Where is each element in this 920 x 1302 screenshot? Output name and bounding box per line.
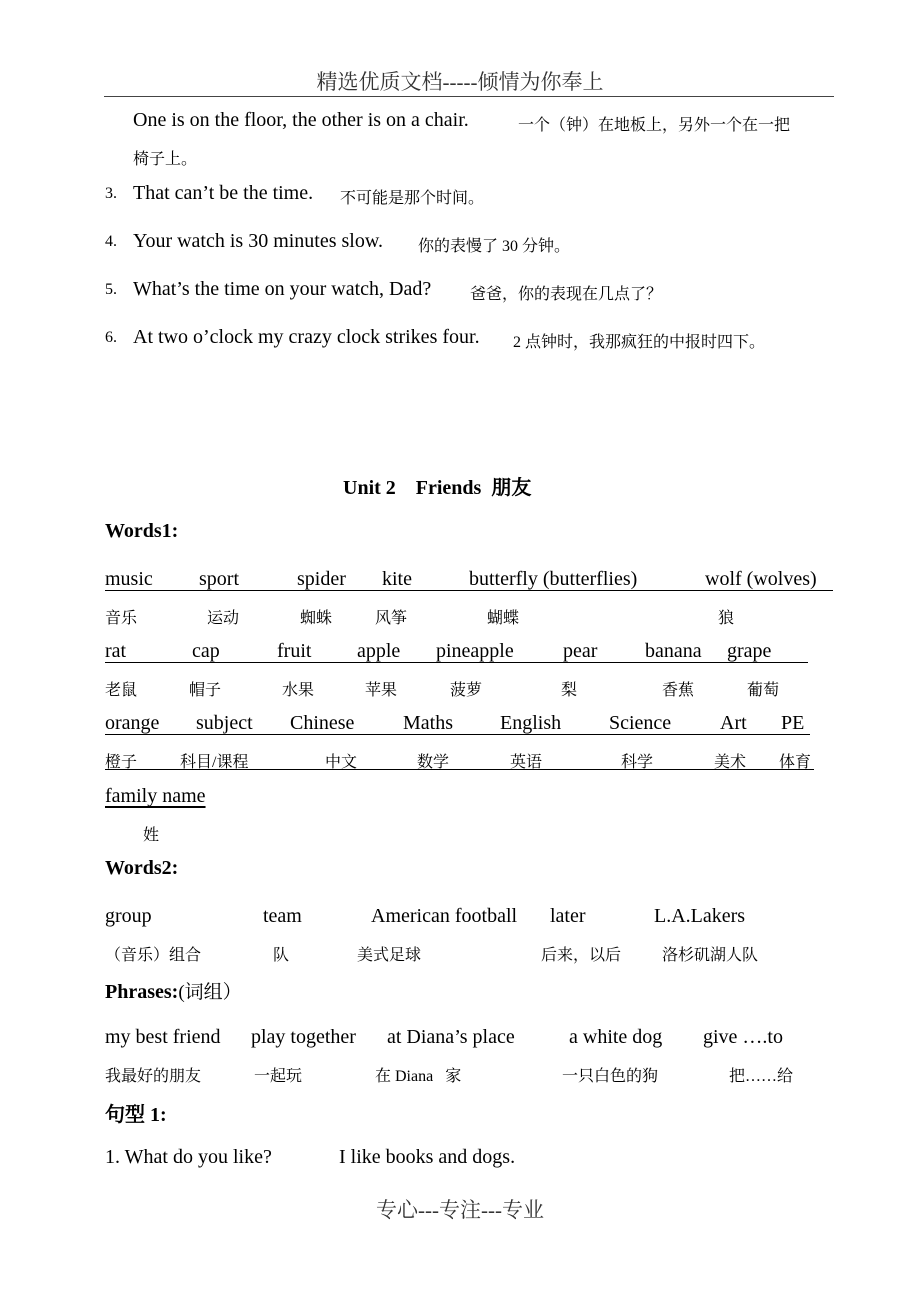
word-en: L.A.Lakers [654,905,746,927]
word-cn: 蝴蝶 [487,610,520,627]
unit-title: Unit 2 Friends 朋友 [343,477,532,499]
sentence-2-cn: 一个（钟）在地板上，另外一个在一把 [518,117,791,134]
sentence-en: Your watch is 30 minutes slow. [133,230,384,252]
word-cn: 数学 [417,754,450,771]
word-cn: 美式足球 [357,947,422,964]
word-cn: 水果 [282,682,315,699]
word-en: pear [563,640,598,662]
sentence-cn: 2 点钟时，我那疯狂的中报时四下。 [513,334,766,351]
word-cn: 运动 [207,610,240,627]
row-underline [105,662,808,663]
page-footer: 专心---专注---专业 [376,1198,544,1222]
word-cn: 队 [273,947,290,964]
word-en: pineapple [436,640,514,662]
word-cn: 科目/课程 [180,754,249,771]
phrase-en: at Diana’s place [387,1026,515,1048]
phrase-cn: 我最好的朋友 [105,1068,202,1085]
word-cn: 中文 [325,754,358,771]
header-rule [104,96,834,97]
word-cn: 苹果 [365,682,398,699]
word-cn: 香蕉 [662,682,695,699]
phrase-en: give ….to [703,1026,783,1048]
word-cn: 体育 [779,754,812,771]
sentence-number: 5. [105,281,117,298]
word-en: orange [105,712,160,734]
phrase-cn: 一起玩 [254,1068,303,1085]
word-cn: 洛杉矶湖人队 [662,947,759,964]
word-en: spider [297,568,346,590]
word-en: sport [199,568,239,590]
word-en: PE [781,712,805,734]
sentence-number: 3. [105,185,117,202]
word-en: Chinese [290,712,355,734]
word-en: kite [382,568,412,590]
word-en: butterfly (butterflies) [469,568,638,590]
sentence-en: What’s the time on your watch, Dad? [133,278,432,300]
word-cn: 姓 [143,827,160,844]
word-en: music [105,568,153,590]
word-cn: 科学 [621,754,654,771]
words1-label: Words1: [105,520,179,542]
word-cn: 后来，以后 [541,947,622,964]
sentence-2-cn-cont: 椅子上。 [133,151,198,168]
pattern-question: 1. What do you like? [105,1146,272,1168]
words2-label: Words2: [105,857,179,879]
word-cn: 帽子 [189,682,222,699]
word-en: Science [609,712,672,734]
sentence-cn: 爸爸，你的表现在几点了？ [470,286,663,303]
page-header: 精选优质文档-----倾情为你奉上 [316,70,604,94]
word-en: banana [645,640,702,662]
word-cn: 蜘蛛 [300,610,333,627]
sentence-2-en: One is on the floor, the other is on a chair. [133,109,469,131]
word-en: group [105,905,152,927]
word-cn: 英语 [510,754,543,771]
phrase-en: play together [251,1026,356,1048]
sentence-number: 4. [105,233,117,250]
sentence-number: 6. [105,329,117,346]
word-cn: 美术 [714,754,747,771]
word-en: Maths [403,712,453,734]
word-en: family name [105,785,206,807]
row-underline [105,590,833,591]
word-cn: 葡萄 [747,682,780,699]
word-en: fruit [277,640,312,662]
word-en: team [263,905,302,927]
word-cn: 老鼠 [105,682,138,699]
word-en: grape [727,640,772,662]
word-cn: 风筝 [375,610,408,627]
sentence-cn: 你的表慢了 30 分钟。 [418,238,571,255]
word-cn: 狼 [718,610,735,627]
phrase-cn: 在 Diana 家 [375,1068,462,1085]
patterns-label: 句型 1: [105,1104,167,1126]
word-cn: 梨 [561,682,578,699]
phrases-label-cn: (词组） [178,982,242,1003]
word-en: later [550,905,586,927]
word-en: apple [357,640,401,662]
sentence-en: At two o’clock my crazy clock strikes four. [133,326,480,348]
word-en: wolf (wolves) [705,568,817,590]
word-cn: （音乐）组合 [105,947,202,964]
phrases-label: Phrases: [105,981,179,1003]
word-cn: 橙子 [105,754,138,771]
sentence-cn: 不可能是那个时间。 [340,190,485,207]
pattern-answer: I like books and dogs. [339,1146,516,1168]
word-en: English [500,712,562,734]
word-en: Art [720,712,747,734]
word-en: American football [371,905,518,927]
word-en: subject [196,712,253,734]
word-cn: 音乐 [105,610,138,627]
phrase-en: a white dog [569,1026,663,1048]
word-en: cap [192,640,220,662]
phrases-heading [105,977,242,1004]
word-en: rat [105,640,127,662]
sentence-en: That can’t be the time. [133,182,314,204]
phrase-en: my best friend [105,1026,221,1048]
phrase-cn: 一只白色的狗 [562,1068,659,1085]
phrase-cn: 把……给 [729,1068,794,1085]
row-underline [105,769,814,770]
row-underline [105,734,810,735]
word-cn: 菠萝 [450,682,483,699]
